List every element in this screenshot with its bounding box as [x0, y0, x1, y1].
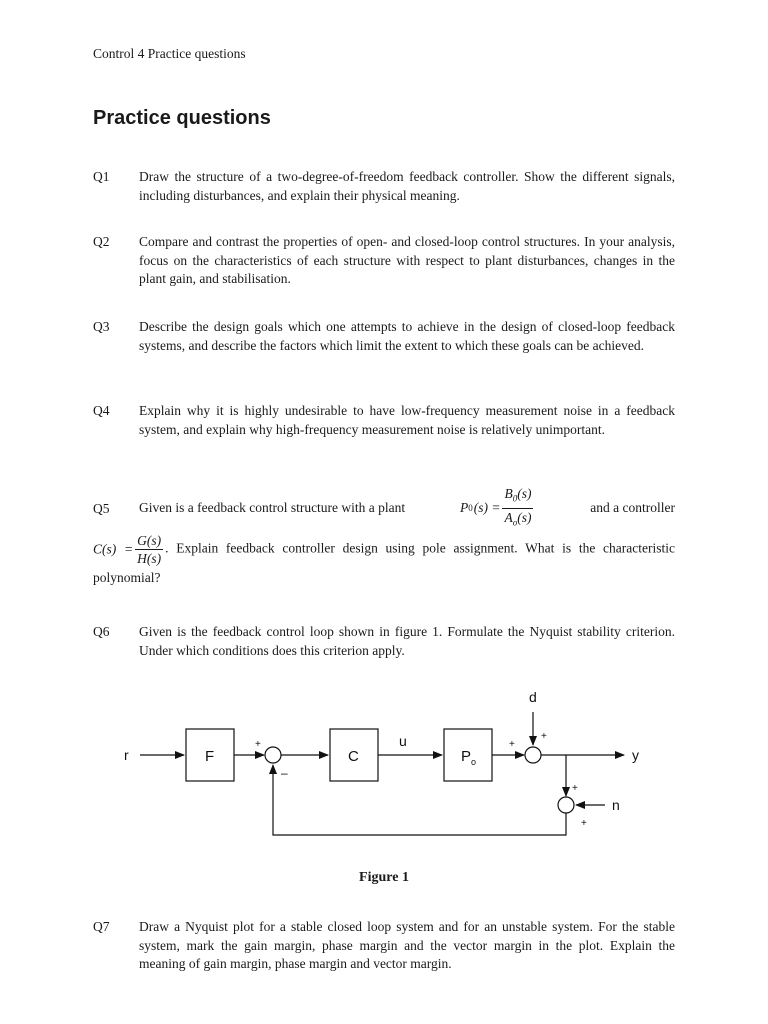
controller-denominator: H(s) — [137, 551, 162, 566]
sign-plus-junction2-left: + — [509, 739, 515, 750]
page-title: Practice questions — [93, 107, 271, 129]
label-controller: C — [348, 748, 359, 765]
label-plant: P — [461, 748, 472, 765]
sign-minus-junction1: – — [281, 766, 288, 780]
page-header: Control 4 Practice questions — [93, 46, 246, 61]
plant-denominator-argument: (s) — [517, 509, 532, 525]
plant-argument: (s) = — [473, 500, 501, 515]
sign-plus-junction3-top: + — [572, 783, 578, 794]
summing-junction-3 — [558, 797, 574, 813]
signal-line-feedback — [273, 765, 566, 835]
question-text: Compare and contrast the properties of open- and closed-loop control structures. In your analysis, focus on the characteristics of each structure with respect to plant disturbances, changes in the plant gain, and stabilisation. — [139, 234, 675, 286]
sign-plus-junction3-right: + — [581, 818, 587, 829]
plant-numerator: B — [504, 485, 513, 501]
question-number: Q7 — [93, 919, 110, 934]
label-u: u — [399, 733, 407, 749]
figure-caption: Figure 1 — [359, 870, 409, 885]
question-text: Draw the structure of a two-degree-of-freedom feedback controller. Show the different signals, including disturbances, and explain their physical meaning. — [139, 169, 675, 203]
question-text: Draw a Nyquist plot for a stable closed loop system and for an unstable system. For the stable system, mark the gain margin, phase margin and the vector margin in the plot. Explain the meaning of gain margin, phase margin and vector margin. — [139, 919, 675, 971]
q5-text-part-b: and a controller — [590, 500, 675, 515]
plant-numerator-argument: (s) — [517, 485, 532, 501]
question-number: Q1 — [93, 169, 110, 184]
q5-text-part-c: . Explain feedback controller design using pole assignment. What is the characteristic polynomial? — [93, 540, 675, 585]
summing-junction-2 — [525, 747, 541, 763]
question-number: Q6 — [93, 624, 110, 639]
label-n: n — [612, 797, 620, 813]
sign-plus-junction2-top: + — [541, 731, 547, 742]
plant-symbol: P — [459, 500, 469, 515]
controller-equation-lhs: C(s) = — [93, 541, 134, 557]
plant-denominator: A — [504, 509, 513, 525]
sign-plus-junction1: + — [255, 739, 261, 750]
question-text: Describe the design goals which one attempts to achieve in the design of closed-loop feedback systems, and describe the factors which limit the extent to which these goals can be achieved. — [139, 319, 675, 353]
label-r: r — [124, 747, 129, 763]
label-plant-subscript: o — [471, 757, 477, 767]
plant-numerator-subscript: 0 — [512, 493, 518, 504]
question-number: Q3 — [93, 319, 110, 334]
question-text: Explain why it is highly undesirable to have low-frequency measurement noise in a feedback system, and explain why high-frequency measurement noise is relatively unimportant. — [139, 403, 675, 437]
question-number: Q4 — [93, 403, 110, 418]
question-number: Q2 — [93, 234, 110, 249]
question-number: Q5 — [93, 501, 110, 516]
question-q7 — [93, 918, 675, 974]
label-prefilter: F — [205, 748, 215, 765]
label-y: y — [632, 747, 639, 763]
summing-junction-1 — [265, 747, 281, 763]
plant-subscript: 0 — [468, 503, 473, 513]
label-d: d — [529, 689, 537, 705]
plant-denominator-subscript: o — [512, 517, 518, 528]
controller-numerator: G(s) — [137, 533, 162, 548]
question-text: Given is the feedback control loop shown in figure 1. Formulate the Nyquist stability criterion. Under which conditions does this criterion apply. — [139, 624, 675, 658]
q5-text-part-a: Given is a feedback control structure with a plant — [139, 500, 406, 515]
